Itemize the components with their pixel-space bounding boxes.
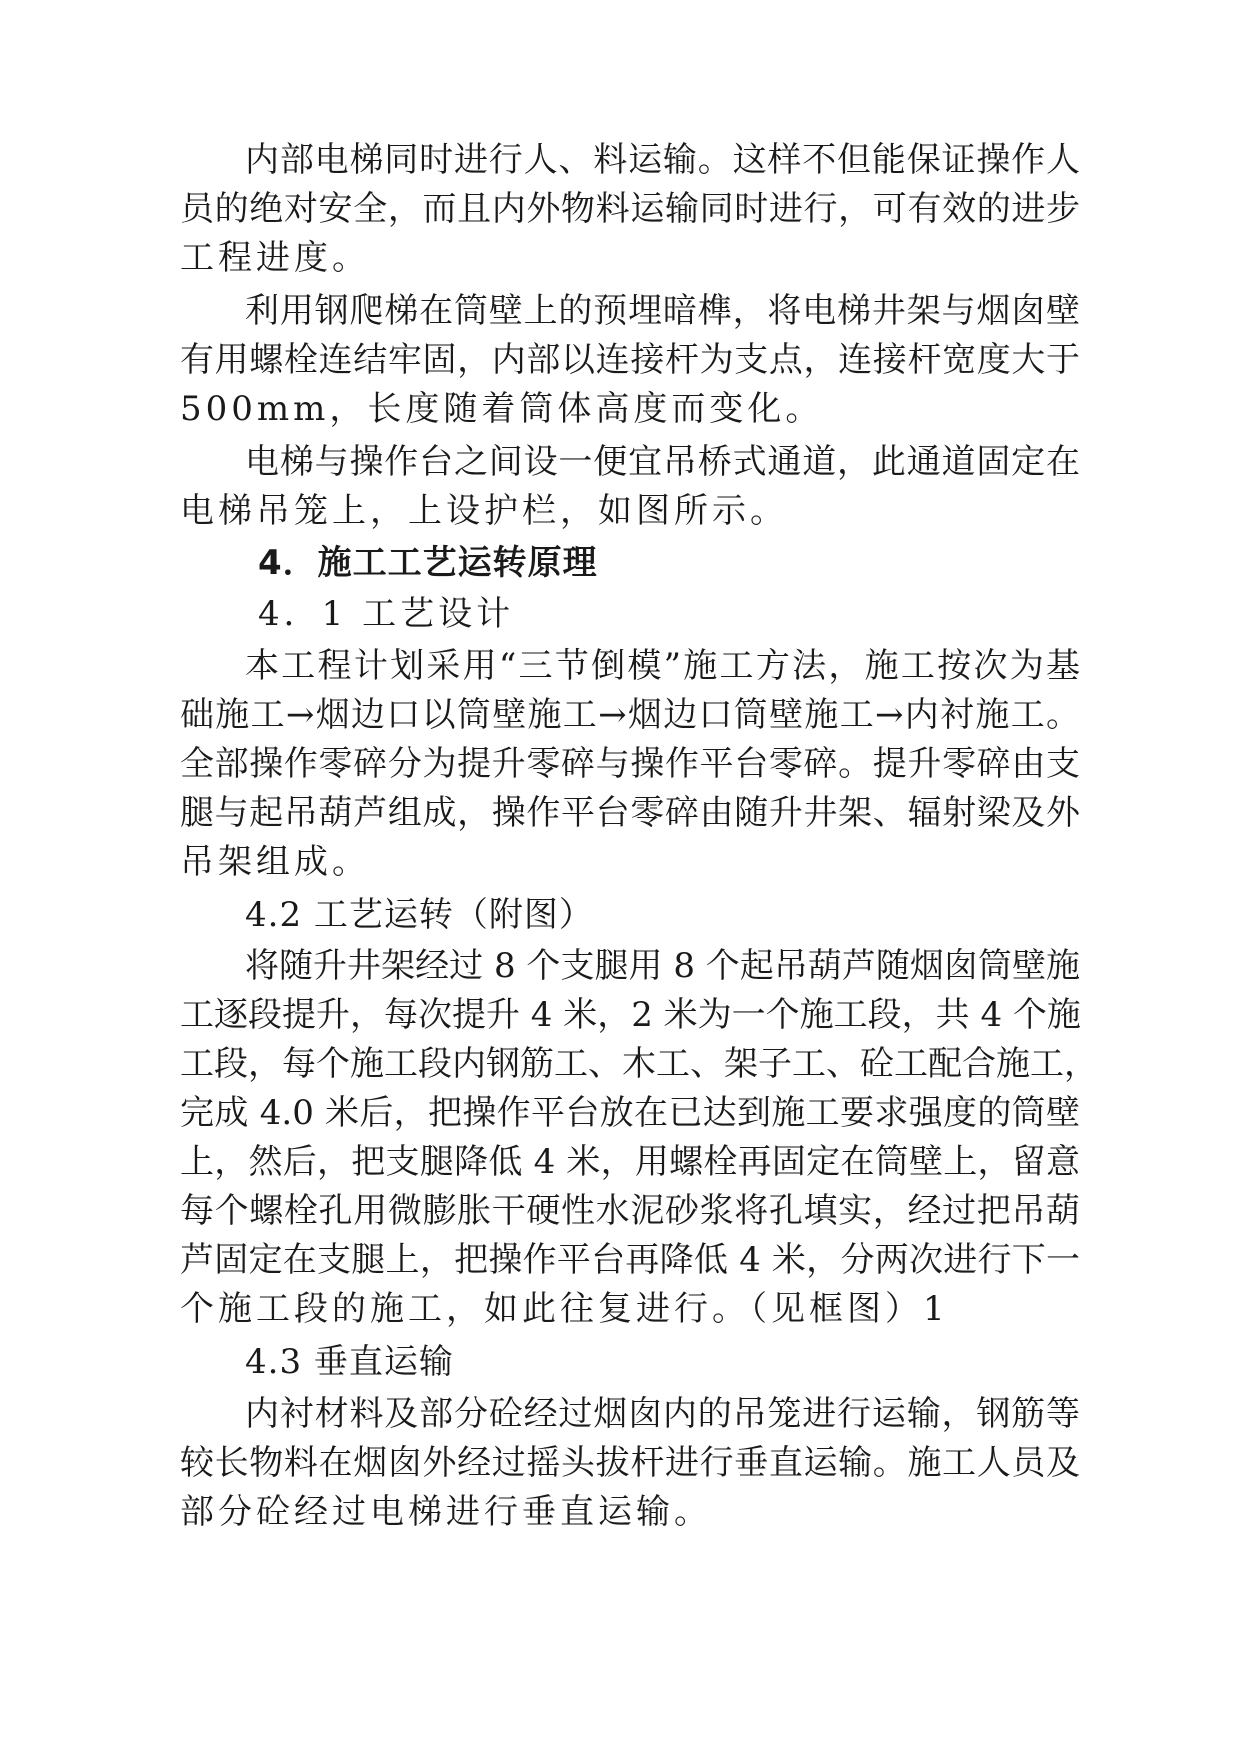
- paragraph-line: 500mm，长度随着筒体高度而变化。: [180, 389, 824, 429]
- paragraph-line: 个施工段的施工，如此往复进行。（见框图）1: [180, 1289, 949, 1329]
- paragraph-line: 内部电梯同时进行人、料运输。这样不但能保证操作人: [245, 140, 1080, 180]
- subsection-heading-4-1: 4．1 工艺设计: [258, 594, 515, 634]
- paragraph-line: 员的绝对安全，而且内外物料运输同时进行，可有效的进步: [180, 189, 1080, 229]
- paragraph-line: 较长物料在烟囱外经过摇头拔杆进行垂直运输。施工人员及: [180, 1443, 1080, 1483]
- paragraph-line: 电梯与操作台之间设一便宜吊桥式通道，此通道固定在: [245, 442, 1080, 482]
- paragraph-line: 吊架组成。: [180, 842, 370, 882]
- paragraph-line: 将随升井架经过 8 个支腿用 8 个起吊葫芦随烟囱筒壁施: [245, 946, 1080, 986]
- paragraph-line: 上，然后，把支腿降低 4 米，用螺栓再固定在筒壁上，留意: [180, 1142, 1080, 1182]
- paragraph-line: 部分砼经过电梯进行垂直运输。: [180, 1492, 712, 1532]
- paragraph-line: 腿与起吊葫芦组成，操作平台零碎由随升井架、辐射梁及外: [180, 793, 1080, 833]
- paragraph-line: 工逐段提升，每次提升 4 米，2 米为一个施工段，共 4 个施: [180, 995, 1081, 1035]
- paragraph-line: 础施工→烟边口以筒壁施工→烟边口筒壁施工→内衬施工。: [180, 695, 1080, 735]
- paragraph-line: 电梯吊笼上，上设护栏，如图所示。: [180, 491, 788, 531]
- paragraph-line: 每个螺栓孔用微膨胀干硬性水泥砂浆将孔填实，经过把吊葫: [180, 1191, 1080, 1231]
- paragraph-line: 工段，每个施工段内钢筋工、木工、架子工、砼工配合施工，: [180, 1044, 1098, 1084]
- subsection-heading-4-3: 4.3 垂直运输: [245, 1342, 454, 1382]
- paragraph-line: 有用螺栓连结牢固，内部以连接杆为支点，连接杆宽度大于: [180, 340, 1080, 380]
- paragraph-line: 全部操作零碎分为提升零碎与操作平台零碎。提升零碎由支: [180, 744, 1080, 784]
- paragraph-line: 芦固定在支腿上，把操作平台再降低 4 米，分两次进行下一: [180, 1240, 1080, 1280]
- subsection-heading-4-2: 4.2 工艺运转（附图）: [245, 895, 594, 935]
- section-heading-4: 4．施工工艺运转原理: [258, 543, 598, 583]
- paragraph-line: 本工程计划采用“三节倒模”施工方法，施工按次为基: [245, 646, 1080, 686]
- paragraph-line: 利用钢爬梯在筒壁上的预埋暗榫，将电梯井架与烟囱壁: [245, 291, 1080, 331]
- paragraph-line: 工程进度。: [180, 238, 370, 278]
- paragraph-line: 内衬材料及部分砼经过烟囱内的吊笼进行运输，钢筋等: [245, 1394, 1080, 1434]
- paragraph-line: 完成 4.0 米后，把操作平台放在已达到施工要求强度的筒壁: [180, 1093, 1080, 1133]
